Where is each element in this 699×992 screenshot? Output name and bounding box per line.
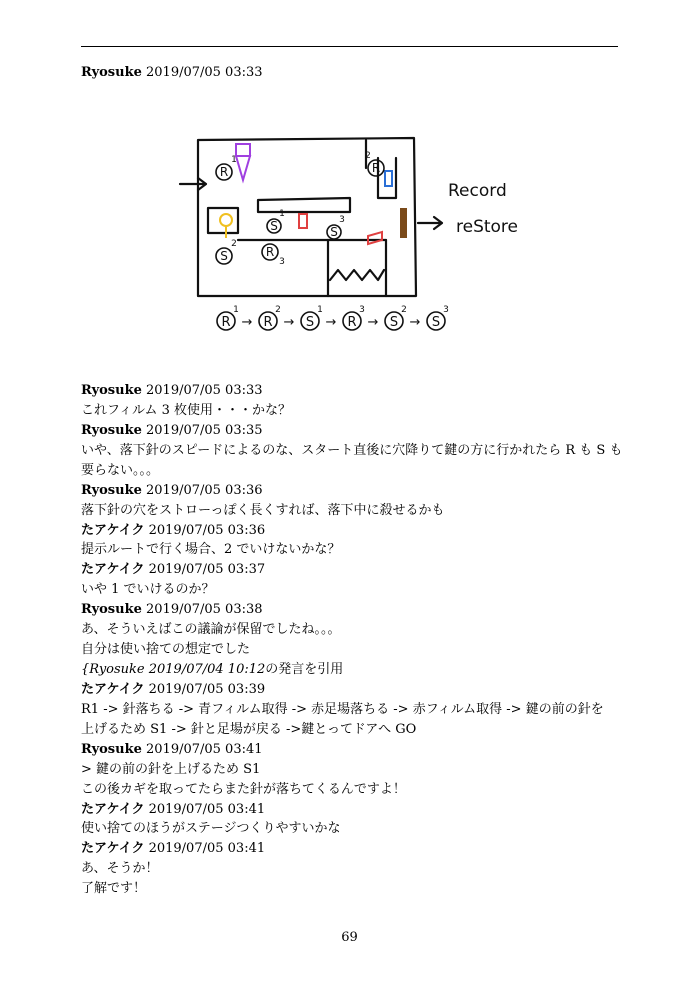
message-text: いや 1 でいけるのか？ bbox=[81, 582, 215, 598]
message-text: あ、そうか！ bbox=[81, 861, 159, 877]
message-header bbox=[81, 600, 263, 620]
timestamp: 2019/07/05 03:39 bbox=[148, 681, 266, 697]
message-header bbox=[81, 481, 263, 501]
svg-text:2: 2 bbox=[365, 151, 371, 161]
upper-platform bbox=[258, 198, 350, 212]
r2-label: R bbox=[371, 161, 381, 175]
message-header bbox=[81, 839, 265, 859]
r3-label: R bbox=[265, 245, 275, 259]
message-header bbox=[81, 560, 265, 580]
sequence-arrow: → bbox=[325, 315, 337, 330]
timestamp: 2019/07/05 03:41 bbox=[146, 741, 263, 757]
r1-label: R bbox=[219, 165, 229, 179]
sequence-step-index: 2 bbox=[401, 305, 407, 315]
sequence-arrow: → bbox=[367, 315, 379, 330]
author-name: Ryosuke bbox=[81, 65, 142, 80]
message-header bbox=[81, 63, 263, 83]
spike-row bbox=[330, 270, 384, 280]
message-text: あ、そういえばこの議論が保留でしたね。。。 bbox=[81, 622, 341, 638]
message-text: 了解です！ bbox=[81, 881, 147, 897]
sequence-step-letter: R bbox=[347, 315, 357, 330]
author-name: たアケイク bbox=[81, 801, 145, 817]
author-name: Ryosuke bbox=[81, 602, 142, 618]
message-header bbox=[81, 800, 265, 820]
message-header bbox=[81, 381, 263, 401]
message-text: > 鍵の前の針を上げるため S1 bbox=[81, 761, 261, 777]
falling-needle-icon bbox=[236, 144, 250, 180]
message-text: 要らない。。。 bbox=[81, 462, 160, 478]
timestamp: 2019/07/05 03:37 bbox=[148, 562, 266, 578]
sequence-step-letter: S bbox=[431, 315, 441, 330]
quote-reference bbox=[81, 660, 343, 680]
author-name: Ryosuke bbox=[81, 741, 142, 757]
sequence-step-letter: S bbox=[389, 315, 399, 330]
s3-label: S bbox=[330, 225, 338, 239]
s2-label: S bbox=[220, 249, 228, 263]
timestamp: 2019/07/05 03:38 bbox=[146, 602, 263, 618]
timestamp: 2019/07/05 03:41 bbox=[148, 841, 266, 857]
message-text: これフィルム 3 枚使用・・・かな？ bbox=[81, 402, 291, 418]
author-name: たアケイク bbox=[81, 522, 145, 538]
quote-suffix: の発言を引用 bbox=[265, 662, 344, 678]
author-name: Ryosuke bbox=[81, 383, 142, 398]
svg-text:2: 2 bbox=[231, 239, 237, 249]
sequence-step-letter: R bbox=[263, 315, 273, 330]
left-block bbox=[208, 208, 238, 233]
author-name: たアケイク bbox=[81, 562, 145, 578]
sequence-arrow: → bbox=[409, 315, 421, 330]
sequence-arrow: → bbox=[241, 315, 253, 330]
quote-source: {Ryosuke 2019/07/04 10:12 bbox=[81, 662, 266, 678]
sequence-step-letter: S bbox=[305, 315, 315, 330]
sequence-step-index: 3 bbox=[359, 305, 365, 315]
exit-arrow bbox=[418, 217, 442, 229]
red-platform-icon bbox=[368, 232, 382, 244]
message-text: この後カギを取ってたらまた針が落ちてくるんですよ！ bbox=[81, 781, 406, 797]
message-header bbox=[81, 421, 263, 441]
message-header bbox=[81, 740, 263, 760]
level-sketch bbox=[178, 128, 528, 343]
timestamp: 2019/07/05 03:41 bbox=[148, 801, 266, 817]
record-label: Record bbox=[448, 181, 507, 201]
author-name: たアケイク bbox=[81, 841, 145, 857]
door-icon bbox=[400, 208, 407, 238]
message-text: 落下針の穴をストローっぽく長くすれば、落下中に殺せるかも bbox=[81, 502, 445, 518]
message-text: 使い捨てのほうがステージつくりやすいかな bbox=[81, 821, 341, 837]
author-name: Ryosuke bbox=[81, 482, 142, 498]
s1-label: S bbox=[270, 219, 278, 233]
svg-text:3: 3 bbox=[279, 257, 285, 267]
author-name: Ryosuke bbox=[81, 422, 142, 438]
message-header bbox=[81, 680, 265, 700]
right-column bbox=[378, 158, 396, 198]
route-sequence bbox=[217, 305, 449, 330]
timestamp: 2019/07/05 03:33 bbox=[146, 65, 263, 80]
blue-film-icon bbox=[385, 171, 392, 186]
timestamp: 2019/07/05 03:35 bbox=[146, 422, 263, 438]
message-text: いや、落下針のスピードによるのな、スタート直後に穴降りて鍵の方に行かれたら R も S も bbox=[81, 442, 623, 458]
sequence-step-index: 1 bbox=[317, 305, 323, 315]
key-icon bbox=[220, 214, 232, 226]
message-text: 上げるため S1 -> 針と足場が戻る ->鍵とってドアへ GO bbox=[81, 721, 417, 737]
sequence-step-letter: R bbox=[221, 315, 231, 330]
timestamp: 2019/07/05 03:36 bbox=[148, 522, 266, 538]
timestamp: 2019/07/05 03:36 bbox=[146, 482, 263, 498]
restore-label: reStore bbox=[456, 217, 519, 237]
entrance-arrow bbox=[180, 178, 206, 190]
red-film-icon bbox=[299, 214, 307, 228]
svg-text:1: 1 bbox=[231, 155, 237, 165]
page-number: 69 bbox=[341, 930, 358, 945]
svg-text:3: 3 bbox=[339, 215, 345, 225]
top-rule bbox=[81, 46, 618, 47]
message-text: 自分は使い捨ての想定でした bbox=[81, 642, 251, 658]
sequence-step-index: 2 bbox=[275, 305, 281, 315]
message-header bbox=[81, 521, 265, 541]
message-text: R1 -> 針落ちる -> 青フィルム取得 -> 赤足場落ちる -> 赤フィルム取得 -> 鍵の前の針を bbox=[81, 701, 604, 717]
timestamp: 2019/07/05 03:33 bbox=[146, 383, 263, 398]
sequence-arrow: → bbox=[283, 315, 295, 330]
message-text: 提示ルートで行く場合、2 でいけないかな？ bbox=[81, 542, 341, 558]
author-name: たアケイク bbox=[81, 681, 145, 697]
sequence-step-index: 3 bbox=[443, 305, 449, 315]
svg-text:1: 1 bbox=[279, 209, 285, 219]
sequence-step-index: 1 bbox=[233, 305, 239, 315]
